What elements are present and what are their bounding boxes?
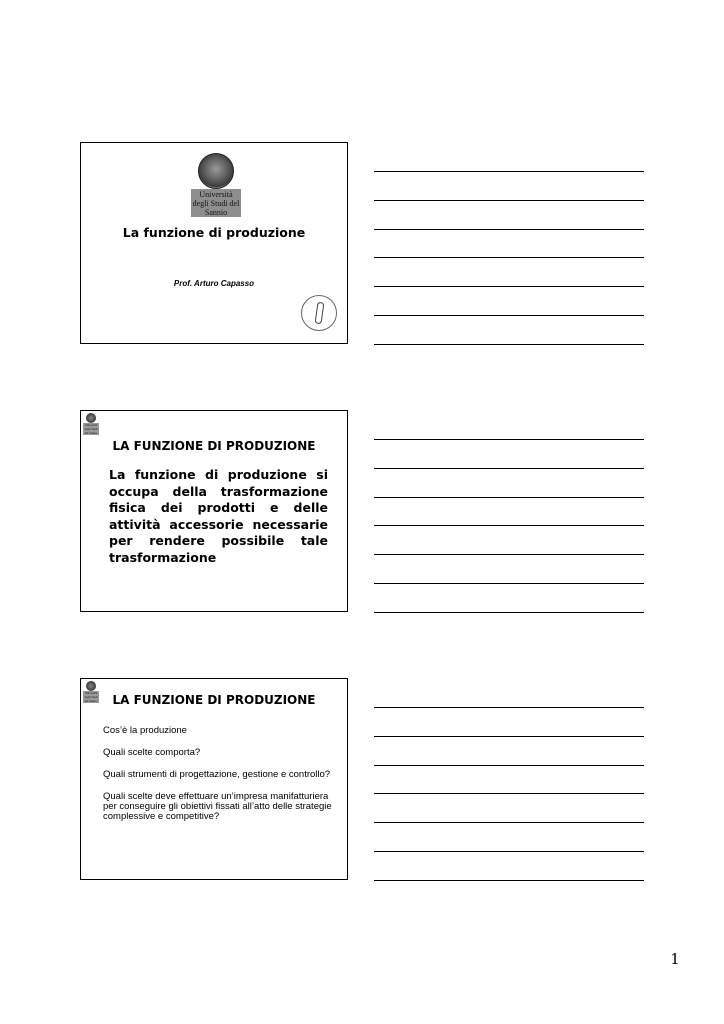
slide-3 <box>80 678 348 880</box>
paperclip-icon <box>301 295 337 331</box>
note-line <box>374 612 644 613</box>
note-line <box>374 793 644 794</box>
note-line <box>374 497 644 498</box>
note-line <box>374 822 644 823</box>
logo-text: Università degli Studi del Sannio <box>84 423 98 435</box>
list-item: Quali strumenti di progettazione, gestione e controllo? <box>103 769 331 780</box>
university-logo-icon <box>191 153 241 217</box>
note-line <box>374 257 644 258</box>
slide-1 <box>80 142 348 344</box>
slide-author: Prof. Arturo Capasso <box>173 279 255 288</box>
slide-title: La funzione di produzione <box>122 225 306 240</box>
note-line <box>374 880 644 881</box>
list-item: Cos’è la produzione <box>103 725 187 736</box>
university-logo-icon <box>83 413 99 435</box>
bullet-list <box>103 726 343 834</box>
note-line <box>374 439 644 440</box>
note-line <box>374 736 644 737</box>
note-line <box>374 554 644 555</box>
page-number: 1 <box>670 950 680 968</box>
note-line <box>374 468 644 469</box>
note-line <box>374 286 644 287</box>
note-line <box>374 707 644 708</box>
university-seal-icon <box>86 413 96 423</box>
note-line <box>374 171 644 172</box>
logo-text: Università degli Studi del Sannio <box>84 691 98 703</box>
note-line <box>374 765 644 766</box>
slide-body: La funzione di produzione si occupa della trasformazione fisica dei prodotti e delle attività accessorie necessarie per rendere possibile tale trasformazione <box>109 467 328 565</box>
note-line <box>374 200 644 201</box>
note-line <box>374 229 644 230</box>
university-seal-icon <box>198 153 234 189</box>
note-line <box>374 583 644 584</box>
slide-heading: LA FUNZIONE DI PRODUZIONE <box>112 439 316 453</box>
slide-heading: LA FUNZIONE DI PRODUZIONE <box>112 693 316 707</box>
logo-text: Università degli Studi del Sannio <box>192 190 240 217</box>
note-line <box>374 344 644 345</box>
note-line <box>374 525 644 526</box>
list-item: Quali scelte comporta? <box>103 747 201 758</box>
list-item: Quali scelte deve effettuare un’impresa manifatturiera per conseguire gli obiettivi fissati all’atto delle strategie complessive e competitive? <box>103 791 332 822</box>
slide-2 <box>80 410 348 612</box>
note-line <box>374 851 644 852</box>
note-line <box>374 315 644 316</box>
university-seal-icon <box>86 681 96 691</box>
